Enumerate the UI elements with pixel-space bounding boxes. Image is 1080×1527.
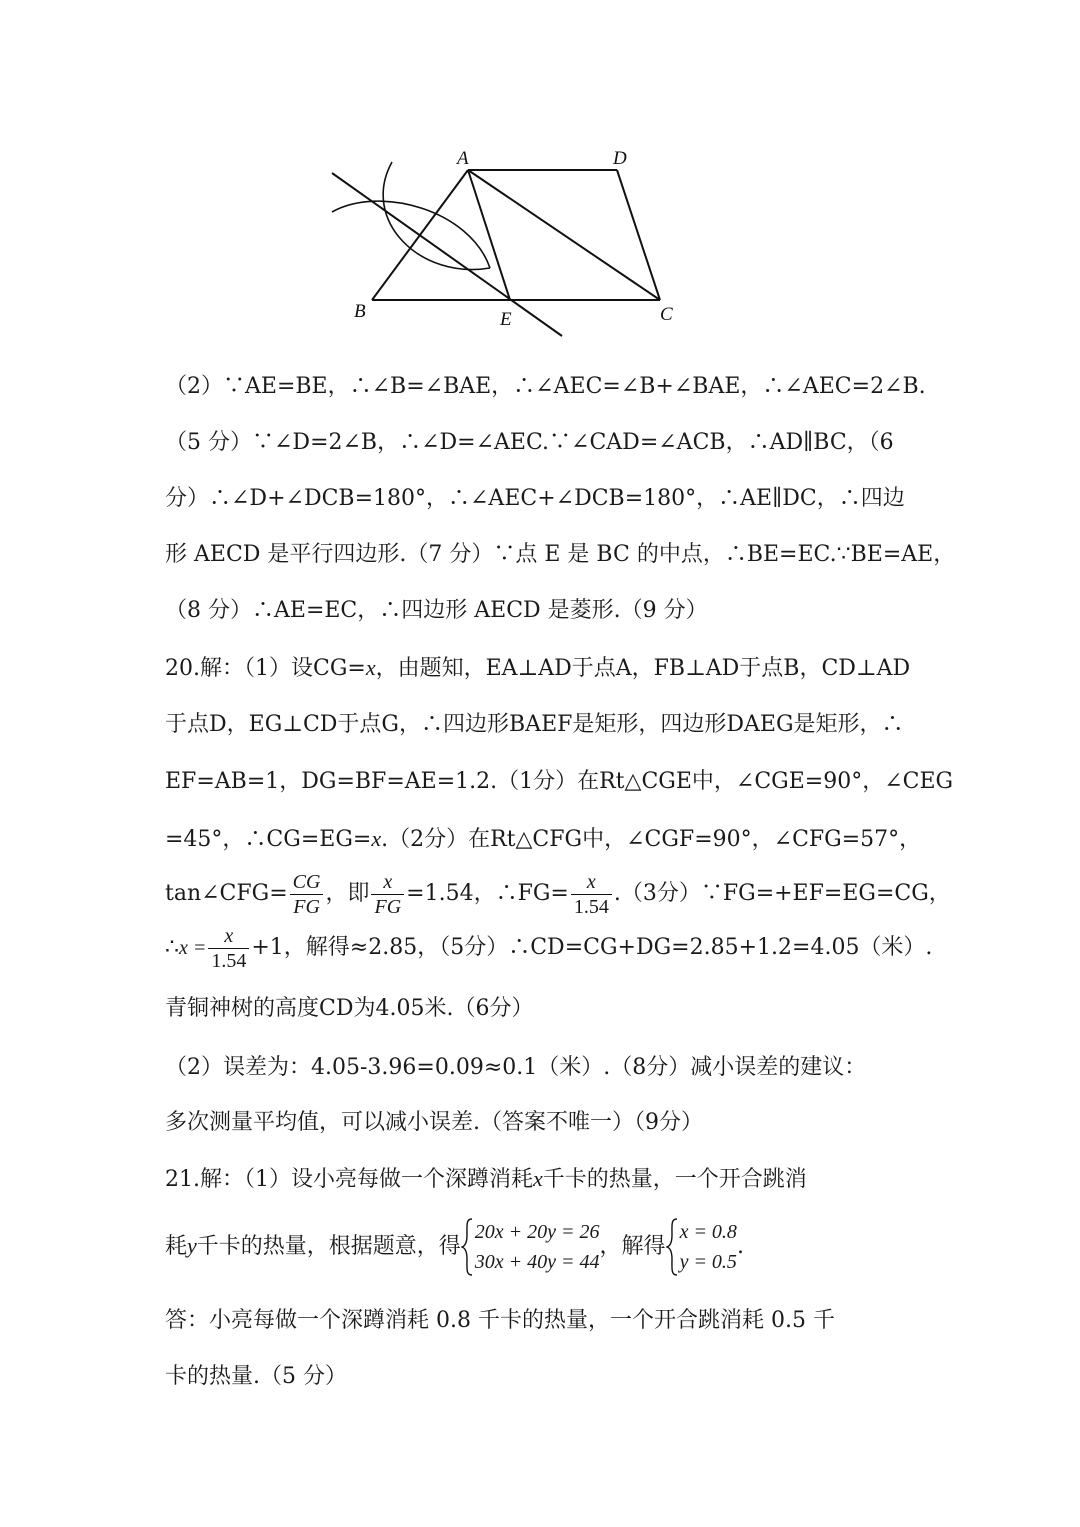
left-brace-icon <box>666 1217 678 1277</box>
segment-DC <box>617 170 660 300</box>
q20-text: ∴ <box>165 935 179 960</box>
label-C: C <box>660 304 673 325</box>
label-A: A <box>457 148 469 169</box>
equation-system <box>461 1217 600 1277</box>
math-x: x <box>533 1166 543 1191</box>
q21-line-2 <box>165 1216 925 1277</box>
left-brace-icon <box>461 1217 473 1277</box>
q21-line-1 <box>165 1164 925 1195</box>
proof-line-4: 形 AECD 是平行四边形.（7 分）∵点 E 是 BC 的中点，∴BE=EC.∵BE=AE， <box>165 542 956 567</box>
proof-line-2: （5 分）∵∠D=2∠B，∴∠D=∠AEC.∵∠CAD=∠ACB，∴AD∥BC，（6 <box>165 430 894 455</box>
proof-line-5: （8 分）∴AE=EC，∴四边形 AECD 是菱形.（9 分） <box>165 598 708 623</box>
solution-system <box>666 1217 737 1277</box>
label-B: B <box>354 301 366 322</box>
math-x: x <box>371 826 382 851</box>
construction-arc-1 <box>332 201 490 268</box>
solution-1: x = 0.8 <box>679 1221 737 1243</box>
construction-arc-2 <box>383 162 490 270</box>
geometry-figure <box>320 140 690 340</box>
q20-text: 20.解：（1）设CG= <box>165 656 366 681</box>
q20-line-5 <box>165 868 951 920</box>
q20-line-6 <box>165 922 933 974</box>
q21-line-4: 卡的热量.（5 分） <box>165 1364 347 1389</box>
equation-2: 30x + 40y = 44 <box>474 1251 600 1273</box>
fraction-x-154: $\frac{x}{1.54}$ <box>208 924 249 973</box>
label-D: D <box>613 148 627 169</box>
q20-text: .（3分）∵FG=+EF=EG=CG， <box>613 881 951 906</box>
q20-line-3: EF=AB=1，DG=BF=AE=1.2.（1分）在Rt△CGE中，∠CGE=90°，∠CEG <box>165 769 954 794</box>
q20-text: =1.54，∴FG= <box>406 881 569 906</box>
q20-line-2: 于点D，EG⊥CD于点G，∴四边形BAEF是矩形，四边形DAEG是矩形，∴ <box>165 712 904 737</box>
segment-AE <box>468 170 510 300</box>
q20-line-1 <box>165 653 925 684</box>
equation-1: 20x + 20y = 26 <box>474 1221 600 1243</box>
segment-AC <box>468 170 660 300</box>
q20-text: =45°，∴CG=EG= <box>165 827 372 852</box>
math-x: x <box>365 655 376 680</box>
proof-line-1: （2）∵AE=BE，∴∠B=∠BAE，∴∠AEC=∠B+∠BAE，∴∠AEC=2∠B. <box>165 374 926 399</box>
q21-line-3: 答：小亮每做一个深蹲消耗 0.8 千卡的热量，一个开合跳消耗 0.5 千 <box>165 1308 835 1333</box>
q21-text: ，解得 <box>599 1234 666 1259</box>
fraction-x-154: $\frac{x}{1.54}$ <box>571 870 612 919</box>
q20-text: ，即 <box>325 881 370 906</box>
label-E: E <box>500 309 512 330</box>
q20-line-4 <box>165 824 925 855</box>
q20-text: .（2分）在Rt△CFG中，∠CGF=90°，∠CFG=57°， <box>381 827 922 852</box>
q21-text: 千卡的热量，根据题意，得 <box>196 1234 461 1259</box>
q20-line-8: （2）误差为：4.05-3.96=0.09≈0.1（米）.（8分）减小误差的建议： <box>165 1055 867 1080</box>
q21-text: 耗 <box>165 1234 188 1259</box>
q20-text: ，由题知，EA⊥AD于点A，FB⊥AD于点B，CD⊥AD <box>375 656 911 681</box>
solution-2: y = 0.5 <box>679 1251 737 1273</box>
math-x-eq: x = <box>179 937 207 959</box>
math-y: y <box>187 1233 197 1258</box>
q20-line-7: 青铜神树的高度CD为4.05米.（6分） <box>165 996 534 1021</box>
q21-text: . <box>736 1234 744 1259</box>
q20-text: tan∠CFG= <box>165 881 288 906</box>
q20-line-9: 多次测量平均值，可以减小误差.（答案不唯一）（9分） <box>165 1110 703 1135</box>
rhombus-construction-diagram <box>320 140 690 340</box>
q21-text: 21.解：（1）设小亮每做一个深蹲消耗 <box>165 1167 533 1192</box>
fraction-cg-fg: $\frac{CG}{FG}$ <box>290 870 324 919</box>
fraction-x-fg: $\frac{x}{FG}$ <box>371 870 404 919</box>
proof-line-3: 分）∴∠D+∠DCB=180°，∴∠AEC+∠DCB=180°，∴AE∥DC，∴四边 <box>165 486 905 511</box>
q20-text: +1，解得≈2.85，（5分）∴CD=CG+DG=2.85+1.2=4.05（米）. <box>251 935 933 960</box>
q21-text: 千卡的热量，一个开合跳消 <box>542 1167 807 1192</box>
